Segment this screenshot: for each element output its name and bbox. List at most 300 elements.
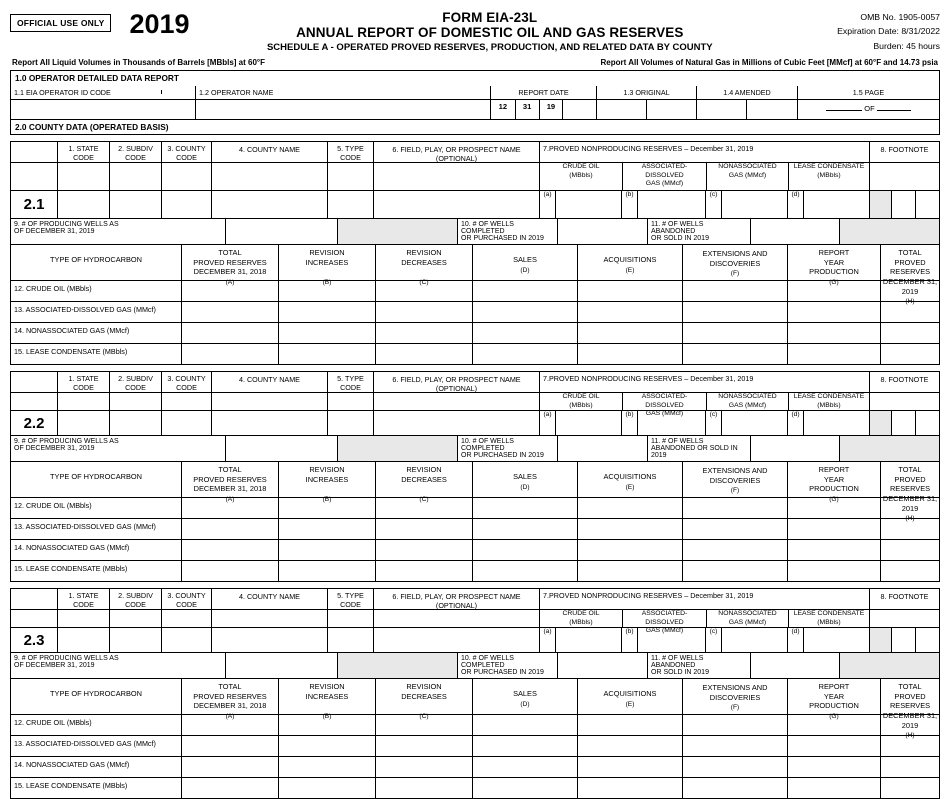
state-code-label: 1. STATE [68, 374, 99, 384]
county-code-input[interactable] [161, 191, 211, 218]
cell-A[interactable] [181, 778, 278, 798]
cell-A[interactable] [181, 323, 278, 343]
cell-E[interactable] [577, 561, 682, 581]
cell-F[interactable] [682, 519, 787, 539]
cell-B[interactable] [278, 278, 375, 301]
county-block [10, 588, 940, 799]
subdiv-code-label-2: CODE [125, 383, 146, 393]
row-label-na-gas: 14. NONASSOCIATED GAS (MMcf) [14, 326, 130, 336]
footnote-shade-1 [869, 628, 891, 652]
county-code-input[interactable] [161, 628, 211, 652]
report-date-fields [490, 100, 596, 119]
cell-C[interactable] [375, 323, 472, 343]
county-name-input[interactable] [211, 191, 327, 218]
wells-abandoned-sub: OR SOLD IN 2019 [651, 669, 709, 677]
cell-G[interactable] [787, 736, 880, 756]
col-C-l2: DECREASES [401, 474, 447, 484]
nonprod-crude-oil-input[interactable] [556, 411, 621, 435]
cell-H[interactable] [880, 302, 939, 322]
cell-E[interactable] [577, 302, 682, 322]
lease-cond-unit: (MBbls) [817, 401, 841, 409]
subdiv-code-label: 2. SUBDIV [118, 144, 153, 154]
cell-F[interactable] [682, 757, 787, 777]
col-G-l3: PRODUCTION [809, 701, 859, 711]
lease-cond-subheader: LEASE CONDENSATE [793, 163, 865, 171]
cell-C[interactable] [375, 540, 472, 560]
operator-id-box[interactable] [161, 90, 195, 94]
subdiv-code-input[interactable] [109, 411, 161, 435]
report-date-year[interactable]: 19 [539, 100, 563, 119]
col-d-letter: (d) [791, 191, 800, 199]
footnote-shade-1 [869, 411, 891, 435]
col-d-letter: (d) [791, 411, 800, 419]
cell-B[interactable] [278, 302, 375, 322]
cell-H[interactable] [880, 778, 939, 798]
col-B-letter: (B) [322, 495, 332, 503]
col-F-letter: (F) [730, 487, 740, 495]
cell-B[interactable] [278, 540, 375, 560]
page-of-label: OF [864, 104, 875, 114]
col-E-letter: (E) [625, 483, 635, 491]
county-code-label: 3. COUNTY [167, 591, 206, 601]
form-title: ANNUAL REPORT OF DOMESTIC OIL AND GAS RESERVES [296, 25, 684, 40]
report-date-month[interactable]: 12 [498, 102, 508, 112]
wells-completed-sub: OR PURCHASED IN 2019 [461, 452, 544, 460]
form-subtitle: SCHEDULE A - OPERATED PROVED RESERVES, PRODUCTION, AND RELATED DATA BY COUNTY [266, 42, 713, 53]
row-label-lease-cond: 15. LEASE CONDENSATE (MBbls) [14, 564, 128, 574]
cell-G[interactable] [787, 712, 880, 735]
col-G-l1: REPORT [818, 248, 850, 258]
producing-wells-label: 9. # OF PRODUCING WELLS AS [14, 655, 119, 663]
cell-C[interactable] [375, 736, 472, 756]
cell-B[interactable] [278, 323, 375, 343]
wells-shade-a [337, 653, 457, 678]
wells-abandoned-input[interactable] [750, 219, 839, 244]
section-1-heading: 1.0 OPERATOR DETAILED DATA REPORT [15, 73, 179, 84]
col-D-letter: (D) [520, 266, 530, 274]
state-code-input[interactable] [57, 411, 109, 435]
col-d-letter: (d) [791, 628, 800, 636]
col-B-letter: (B) [322, 712, 332, 720]
producing-wells-sub: OF DECEMBER 31, 2019 [14, 228, 95, 236]
cell-C[interactable] [375, 712, 472, 735]
table-row [11, 343, 939, 364]
col-E-letter: (E) [625, 700, 635, 708]
footnote-input-1[interactable] [891, 628, 915, 652]
col-D-letter: (D) [520, 483, 530, 491]
lease-cond-subheader: LEASE CONDENSATE [793, 393, 865, 401]
county-name-label: 4. COUNTY NAME [239, 145, 300, 155]
field-name-input[interactable] [373, 191, 539, 218]
cell-D[interactable] [472, 736, 577, 756]
col-B-l2: INCREASES [305, 691, 349, 701]
cell-A[interactable] [181, 278, 278, 301]
county-name-label: 4. COUNTY NAME [239, 592, 300, 602]
col-G-letter: (G) [829, 495, 839, 503]
field-name-label: 6. FIELD, PLAY, OR PROSPECT NAME (OPTIONAL) [392, 592, 521, 611]
county-code-label-2: CODE [176, 383, 197, 393]
original-checkbox[interactable] [596, 100, 646, 119]
col-A-letter: (A) [225, 495, 235, 503]
county-code-label-2: CODE [176, 600, 197, 610]
wells-completed-input[interactable] [557, 219, 647, 244]
footnote-input-1[interactable] [891, 191, 915, 218]
nonprod-lease-cond-input[interactable] [804, 411, 869, 435]
block-number: 2.3 [23, 631, 45, 649]
row-label-na-gas: 14. NONASSOCIATED GAS (MMcf) [14, 760, 130, 770]
cell-H[interactable] [880, 540, 939, 560]
cell-E[interactable] [577, 778, 682, 798]
type-code-label: 5. TYPE [337, 374, 364, 384]
cell-A[interactable] [181, 302, 278, 322]
form-year: 2019 [129, 9, 190, 39]
cell-B[interactable] [278, 344, 375, 364]
col-H-l3: DECEMBER 31, 2019 [882, 493, 938, 513]
report-date-day[interactable]: 31 [515, 100, 539, 119]
cell-A[interactable] [181, 519, 278, 539]
wells-shade-a [337, 436, 457, 461]
cell-C[interactable] [375, 757, 472, 777]
state-code-label: 1. STATE [68, 591, 99, 601]
cell-H[interactable] [880, 736, 939, 756]
nonprod-crude-oil-input[interactable] [556, 628, 621, 652]
col-C-l1: REVISION [406, 682, 442, 692]
cell-F[interactable] [682, 344, 787, 364]
cell-H[interactable] [880, 323, 939, 343]
field-name-label: 6. FIELD, PLAY, OR PROSPECT NAME (OPTIONAL) [392, 375, 521, 394]
col-H-letter: (H) [905, 732, 915, 740]
col-C-l2: DECREASES [401, 691, 447, 701]
cell-D[interactable] [472, 519, 577, 539]
col-c-letter: (c) [709, 191, 718, 199]
cell-D[interactable] [472, 323, 577, 343]
cell-D[interactable] [472, 498, 577, 518]
cell-G[interactable] [787, 757, 880, 777]
report-date-label: REPORT DATE [490, 86, 596, 99]
cell-F[interactable] [682, 323, 787, 343]
type-code-label: 5. TYPE [337, 144, 364, 154]
page-number-input[interactable] [797, 100, 939, 119]
type-code-label-2: CODE [340, 153, 361, 163]
col-c-letter: (c) [709, 411, 718, 419]
cell-E[interactable] [577, 519, 682, 539]
footnote-label: 8. FOOTNOTE [880, 145, 929, 155]
col-A-letter: (A) [225, 712, 235, 720]
nonprod-na-gas-input[interactable] [722, 411, 787, 435]
footnote-input-2[interactable] [915, 191, 939, 218]
county-code-label: 3. COUNTY [167, 374, 206, 384]
na-gas-subheader: NONASSOCIATED [718, 163, 777, 171]
cell-A[interactable] [181, 561, 278, 581]
cell-A[interactable] [181, 344, 278, 364]
wells-completed-sub: OR PURCHASED IN 2019 [461, 235, 544, 243]
report-date-extra[interactable] [562, 100, 596, 119]
crude-oil-subheader: CRUDE OIL [562, 163, 600, 171]
cell-C[interactable] [375, 495, 472, 518]
cell-D[interactable] [472, 561, 577, 581]
cell-C[interactable] [375, 302, 472, 322]
nonprod-ad-gas-input[interactable] [638, 191, 705, 218]
cell-G[interactable] [787, 540, 880, 560]
county-name-label: 4. COUNTY NAME [239, 375, 300, 385]
nonproducing-reserves-label: 7.PROVED NONPRODUCING RESERVES – December 31, 2019 [543, 144, 754, 154]
col-A-letter: (A) [225, 278, 235, 286]
block-number: 2.1 [23, 196, 45, 214]
cell-D[interactable] [472, 344, 577, 364]
col-B-l2: INCREASES [305, 474, 349, 484]
col-G-l3: PRODUCTION [809, 484, 859, 494]
cell-H[interactable] [880, 757, 939, 777]
footnote-shade-1 [869, 191, 891, 218]
nonprod-ad-gas-input[interactable] [638, 628, 705, 652]
footnote-label: 8. FOOTNOTE [880, 375, 929, 385]
nonprod-na-gas-input[interactable] [722, 191, 787, 218]
cell-B[interactable] [278, 757, 375, 777]
cell-D[interactable] [472, 540, 577, 560]
type-code-input[interactable] [327, 191, 373, 218]
wells-completed-label: 10. # OF WELLS COMPLETED [461, 221, 514, 236]
cell-C[interactable] [375, 519, 472, 539]
cell-E[interactable] [577, 736, 682, 756]
subdiv-code-label-2: CODE [125, 600, 146, 610]
col-G-l2: YEAR [823, 257, 845, 267]
nonprod-lease-cond-input[interactable] [804, 628, 869, 652]
na-gas-subheader: NONASSOCIATED [718, 393, 777, 401]
cell-E[interactable] [577, 281, 682, 301]
col-C-l1: REVISION [406, 465, 442, 475]
cell-G[interactable] [787, 344, 880, 364]
wells-completed-label: 10. # OF WELLS COMPLETED [461, 438, 514, 453]
cell-G[interactable] [787, 278, 880, 301]
wells-abandoned-label: 11. # OF WELLS [651, 438, 704, 446]
cell-H[interactable] [880, 344, 939, 364]
cell-F[interactable] [682, 561, 787, 581]
burden-hours: Burden: 45 hours [873, 40, 940, 51]
producing-wells-label: 9. # OF PRODUCING WELLS AS [14, 438, 119, 446]
cell-E[interactable] [577, 715, 682, 735]
col-A-l1: TOTAL [218, 248, 242, 258]
cell-H[interactable] [880, 498, 939, 518]
producing-wells-sub: OF DECEMBER 31, 2019 [14, 445, 95, 453]
cell-B[interactable] [278, 778, 375, 798]
subdiv-code-label: 2. SUBDIV [118, 591, 153, 601]
cell-A[interactable] [181, 757, 278, 777]
nonprod-lease-cond-input[interactable] [804, 191, 869, 218]
amended-checkbox[interactable] [696, 100, 746, 119]
col-D-l1: SALES [513, 689, 537, 699]
cell-F[interactable] [682, 302, 787, 322]
crude-oil-subheader: CRUDE OIL [562, 393, 600, 401]
col-a-letter: (a) [543, 411, 552, 419]
cell-D[interactable] [472, 757, 577, 777]
expiration-date: Expiration Date: 8/31/2022 [837, 26, 940, 37]
row-label-crude-oil: 12. CRUDE OIL (MBbls) [14, 284, 92, 294]
cell-B[interactable] [278, 736, 375, 756]
cell-B[interactable] [278, 561, 375, 581]
form-titles [190, 10, 790, 53]
col-F-letter: (F) [730, 704, 740, 712]
gas-volume-note: Report All Volumes of Natural Gas in Millions of Cubic Feet [MMcf] at 60°F and 14.73 psia [600, 58, 938, 68]
row-label-ad-gas: 13. ASSOCIATED-DISSOLVED GAS (MMcf) [14, 522, 156, 532]
section-2-heading: 2.0 COUNTY DATA (OPERATED BASIS) [15, 122, 169, 133]
producing-wells-input[interactable] [225, 219, 337, 244]
cell-G[interactable] [787, 495, 880, 518]
col-H-letter: (H) [905, 515, 915, 523]
wells-completed-input[interactable] [557, 653, 647, 678]
cell-B[interactable] [278, 519, 375, 539]
state-code-input[interactable] [57, 628, 109, 652]
col-A-l3: DECEMBER 31, 2018 [193, 484, 267, 494]
cell-F[interactable] [682, 736, 787, 756]
col-c-letter: (c) [709, 628, 718, 636]
amended-value[interactable] [746, 100, 797, 119]
nonprod-na-gas-input[interactable] [722, 628, 787, 652]
col-E-l1: ACQUISITIONS [603, 472, 657, 482]
county-code-label: 3. COUNTY [167, 144, 206, 154]
row-label-ad-gas: 13. ASSOCIATED-DISSOLVED GAS (MMcf) [14, 739, 156, 749]
operator-name-input[interactable] [195, 100, 490, 119]
ad-gas-unit: GAS (MMcf) [645, 410, 684, 418]
cell-E[interactable] [577, 344, 682, 364]
footnote-input-2[interactable] [915, 628, 939, 652]
section-1-heading-bar [10, 70, 940, 85]
cell-D[interactable] [472, 302, 577, 322]
table-row [11, 714, 939, 735]
field-name-label: 6. FIELD, PLAY, OR PROSPECT NAME (OPTIONAL) [392, 145, 521, 164]
cell-C[interactable] [375, 344, 472, 364]
table-row [11, 735, 939, 756]
col-b-letter: (b) [625, 628, 634, 636]
field-name-input[interactable] [373, 411, 539, 435]
page-label: 1.5 PAGE [797, 86, 939, 99]
amended-label: 1.4 AMENDED [696, 86, 797, 99]
cell-B[interactable] [278, 495, 375, 518]
wells-abandoned-input[interactable] [750, 436, 839, 461]
col-E-l1: ACQUISITIONS [603, 255, 657, 265]
col-F-l2: DISCOVERIES [709, 692, 761, 702]
state-code-label-2: CODE [73, 153, 94, 163]
col-H-l1: TOTAL [898, 465, 922, 475]
col-C-letter: (C) [419, 278, 429, 286]
col-A-l3: DECEMBER 31, 2018 [193, 701, 267, 711]
cell-C[interactable] [375, 561, 472, 581]
county-name-input[interactable] [211, 628, 327, 652]
col-A-l2: PROVED RESERVES [193, 257, 267, 267]
cell-H[interactable] [880, 561, 939, 581]
state-code-input[interactable] [57, 191, 109, 218]
type-code-input[interactable] [327, 411, 373, 435]
producing-wells-sub: OF DECEMBER 31, 2019 [14, 662, 95, 670]
col-G-l1: REPORT [818, 682, 850, 692]
cell-H[interactable] [880, 519, 939, 539]
producing-wells-input[interactable] [225, 436, 337, 461]
county-name-input[interactable] [211, 411, 327, 435]
cell-A[interactable] [181, 495, 278, 518]
cell-D[interactable] [472, 715, 577, 735]
operator-id-label: 1.1 EIA OPERATOR ID CODE [14, 87, 111, 97]
col-F-l2: DISCOVERIES [709, 475, 761, 485]
cell-E[interactable] [577, 540, 682, 560]
cell-H[interactable] [880, 281, 939, 301]
cell-F[interactable] [682, 540, 787, 560]
col-G-l3: PRODUCTION [809, 267, 859, 277]
cell-F[interactable] [682, 498, 787, 518]
footnote-input-2[interactable] [915, 411, 939, 435]
col-D-letter: (D) [520, 700, 530, 708]
col-F-letter: (F) [730, 270, 740, 278]
wells-abandoned-input[interactable] [750, 653, 839, 678]
table-row [11, 560, 939, 581]
cell-C[interactable] [375, 278, 472, 301]
cell-G[interactable] [787, 561, 880, 581]
row-label-na-gas: 14. NONASSOCIATED GAS (MMcf) [14, 543, 130, 553]
ad-gas-unit: GAS (MMcf) [645, 180, 684, 188]
col-A-l3: DECEMBER 31, 2018 [193, 267, 267, 277]
col-C-letter: (C) [419, 495, 429, 503]
original-value[interactable] [646, 100, 696, 119]
cell-A[interactable] [181, 712, 278, 735]
operator-id-input[interactable] [11, 100, 195, 119]
subdiv-code-input[interactable] [109, 628, 161, 652]
type-code-input[interactable] [327, 628, 373, 652]
cell-E[interactable] [577, 757, 682, 777]
cell-G[interactable] [787, 778, 880, 798]
footnote-input-1[interactable] [891, 411, 915, 435]
cell-F[interactable] [682, 778, 787, 798]
cell-D[interactable] [472, 778, 577, 798]
nonprod-crude-oil-input[interactable] [556, 191, 621, 218]
nonprod-ad-gas-input[interactable] [638, 411, 705, 435]
cell-D[interactable] [472, 281, 577, 301]
field-name-input[interactable] [373, 628, 539, 652]
cell-E[interactable] [577, 498, 682, 518]
county-block [10, 371, 940, 582]
wells-completed-input[interactable] [557, 436, 647, 461]
na-gas-unit: GAS (MMcf) [728, 401, 767, 409]
footnote-label: 8. FOOTNOTE [880, 592, 929, 602]
subdiv-code-input[interactable] [109, 191, 161, 218]
col-a-letter: (a) [543, 191, 552, 199]
col-F-l1: EXTENSIONS AND [702, 249, 768, 259]
col-A-l1: TOTAL [218, 465, 242, 475]
cell-G[interactable] [787, 323, 880, 343]
cell-E[interactable] [577, 323, 682, 343]
wells-abandoned-sub: ABANDONED OR SOLD IN 2019 [651, 445, 738, 460]
col-H-l2: PROVED RESERVES [889, 257, 931, 277]
lease-cond-unit: (MBbls) [817, 171, 841, 179]
subdiv-code-label: 2. SUBDIV [118, 374, 153, 384]
cell-A[interactable] [181, 540, 278, 560]
cell-F[interactable] [682, 715, 787, 735]
col-C-l1: REVISION [406, 248, 442, 258]
cell-H[interactable] [880, 715, 939, 735]
producing-wells-input[interactable] [225, 653, 337, 678]
cell-G[interactable] [787, 302, 880, 322]
ad-gas-subheader: ASSOCIATED- [641, 163, 688, 171]
row-label-crude-oil: 12. CRUDE OIL (MBbls) [14, 501, 92, 511]
cell-G[interactable] [787, 519, 880, 539]
table-row [11, 301, 939, 322]
row-label-lease-cond: 15. LEASE CONDENSATE (MBbls) [14, 781, 128, 791]
official-use-only-box: OFFICIAL USE ONLY [10, 14, 111, 32]
cell-C[interactable] [375, 778, 472, 798]
county-code-input[interactable] [161, 411, 211, 435]
cell-B[interactable] [278, 712, 375, 735]
col-F-l2: DISCOVERIES [709, 258, 761, 268]
state-code-label: 1. STATE [68, 144, 99, 154]
cell-F[interactable] [682, 281, 787, 301]
cell-A[interactable] [181, 736, 278, 756]
